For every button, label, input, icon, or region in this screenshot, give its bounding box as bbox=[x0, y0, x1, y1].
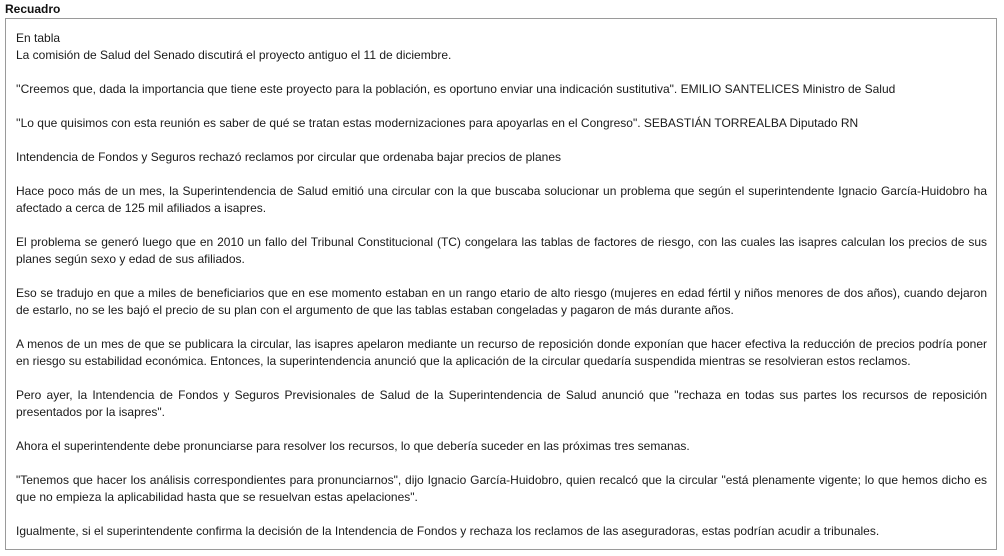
paragraph: Igualmente, si el superintendente confirma la decisión de la Intendencia de Fondos y rechaza los reclamos de las aseguradoras, estas podrían acudir a tribunales. bbox=[16, 524, 880, 538]
quote-minister: ''Creemos que, dada la importancia que tiene este proyecto para la población, es oportuno enviar una indicación sustitutiva". EMILIO SANTELICES Ministro de Salud bbox=[16, 82, 896, 96]
paragraph: El problema se generó luego que en 2010 un fallo del Tribunal Constitucional (TC) congelara las tablas de factores de riesgo, con las cuales las isapres calculan los precios de sus planes según sexo y edad de sus afiliados. bbox=[16, 235, 987, 266]
box-heading: En tabla bbox=[16, 31, 61, 45]
paragraph: Hace poco más de un mes, la Superintendencia de Salud emitió una circular con la que buscaba solucionar un problema que según el superintendente Ignacio García-Huidobro ha afectado a cerca de 125 mil afiliados a isapres. bbox=[16, 184, 987, 215]
paragraph: Pero ayer, la Intendencia de Fondos y Seguros Previsionales de Salud de la Superintendencia de Salud anunció que "rechaza en todas sus partes los recursos de reposición presentados por la isapres". bbox=[16, 388, 987, 419]
quote-deputy: ''Lo que quisimos con esta reunión es saber de qué se tratan estas modernizaciones para apoyarlas en el Congreso". SEBASTIÁN TORREALBA Diputado RN bbox=[16, 116, 859, 130]
sidebar-box bbox=[5, 18, 997, 550]
paragraph: Eso se tradujo en que a miles de beneficiarios que en ese momento estaban en un rango etario de alto riesgo (mujeres en edad fértil y niños menores de dos años), cuando dejaron de estarlo, no se les bajó el precio de su plan con el argumento de que las tablas estaban congeladas y pagaron de más durante años. bbox=[16, 286, 987, 317]
paragraph: Ahora el superintendente debe pronunciarse para resolver los recursos, lo que debería suceder en las próximas tres semanas. bbox=[16, 439, 690, 453]
paragraph: A menos de un mes de que se publicara la circular, las isapres apelaron mediante un recurso de reposición donde exponían que hacer efectiva la reducción de precios podría poner en riesgo su estabilidad económica. Entonces, la superintendencia anunció que la aplicación de la circular quedaría suspendida mientras se resolvieran estos reclamos. bbox=[16, 337, 987, 368]
subheadline: Intendencia de Fondos y Seguros rechazó reclamos por circular que ordenaba bajar precios de planes bbox=[16, 150, 561, 164]
paragraph: "Tenemos que hacer los análisis correspondientes para pronunciarnos", dijo Ignacio García-Huidobro, quien recalcó que la circular "está plenamente vigente; lo que hemos dicho es que no empieza la aplicabilidad hasta que se resuelvan estas apelaciones". bbox=[16, 473, 987, 504]
paragraph: La comisión de Salud del Senado discutirá el proyecto antiguo el 11 de diciembre. bbox=[16, 48, 452, 62]
section-label: Recuadro bbox=[5, 2, 61, 16]
